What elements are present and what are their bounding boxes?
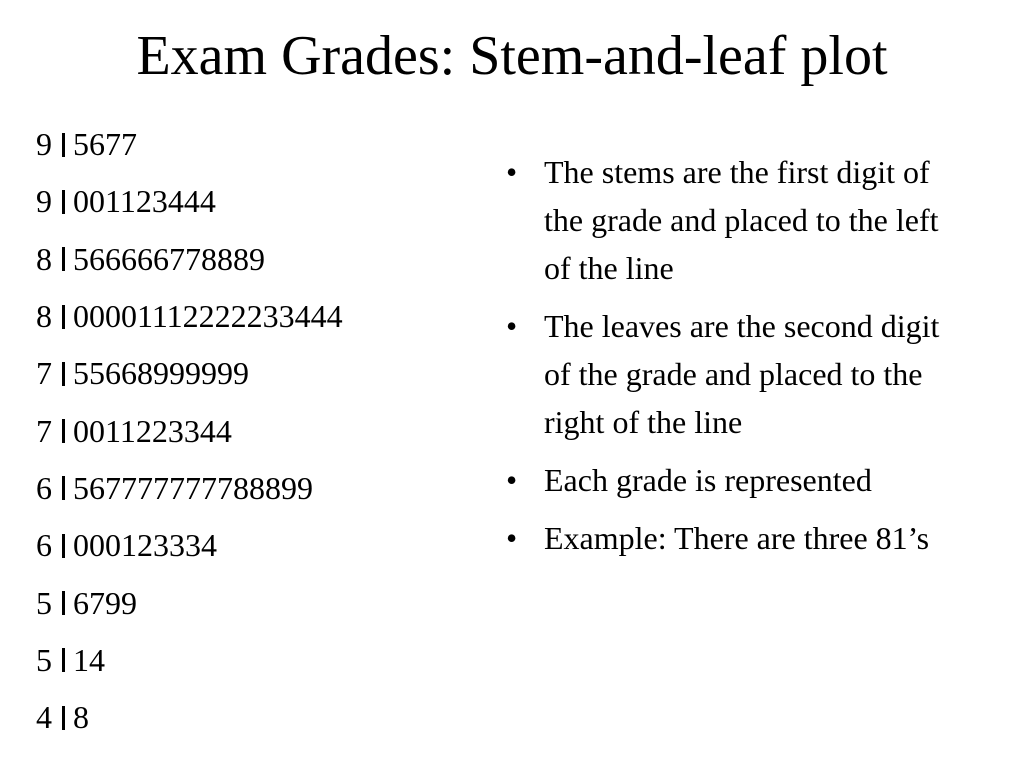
plot-row (36, 116, 476, 173)
stem: 9 (36, 126, 52, 163)
explanation-bullet-list (502, 148, 972, 572)
stem-leaf-divider (62, 648, 65, 672)
stem-leaf-divider (62, 247, 65, 271)
leaves: 00001112222233444 (73, 298, 343, 335)
plot-row (36, 460, 476, 517)
stem-leaf-divider (62, 476, 65, 500)
plot-row (36, 632, 476, 689)
leaves: 14 (73, 641, 105, 678)
bullet-icon: • (506, 308, 518, 344)
leaves: 567777777788899 (73, 469, 313, 506)
leaves: 566666778889 (73, 240, 265, 277)
stem: 6 (36, 469, 52, 506)
stem-leaf-divider (62, 305, 65, 329)
plot-row (36, 402, 476, 459)
stem: 5 (36, 641, 52, 678)
stem-leaf-divider (62, 706, 65, 730)
bullet-item (502, 514, 972, 562)
bullet-text: Example: There are three 81’s (544, 520, 930, 556)
leaves: 55668999999 (73, 355, 249, 392)
plot-row (36, 689, 476, 746)
bullet-text: Each grade is represented (544, 462, 872, 498)
stem: 9 (36, 183, 52, 220)
leaves: 0011223344 (73, 412, 232, 449)
bullet-icon: • (506, 462, 518, 498)
stem-leaf-divider (62, 419, 65, 443)
plot-row (36, 288, 476, 345)
bullet-icon: • (506, 520, 518, 556)
stem-and-leaf-plot (36, 116, 476, 746)
bullet-text: The stems are the first digit of the grade and placed to the left of the line (544, 154, 939, 286)
bullet-item (502, 456, 972, 504)
stem: 4 (36, 699, 52, 736)
plot-row (36, 574, 476, 631)
stem-leaf-divider (62, 190, 65, 214)
leaves: 5677 (73, 126, 137, 163)
stem-leaf-divider (62, 534, 65, 558)
leaves: 000123334 (73, 527, 217, 564)
leaves: 6799 (73, 584, 137, 621)
plot-row (36, 345, 476, 402)
stem: 5 (36, 584, 52, 621)
plot-row (36, 231, 476, 288)
bullet-item (502, 302, 972, 446)
stem: 7 (36, 355, 52, 392)
plot-row (36, 517, 476, 574)
stem-leaf-divider (62, 362, 65, 386)
stem-leaf-divider (62, 133, 65, 157)
plot-row (36, 173, 476, 230)
page-title: Exam Grades: Stem-and-leaf plot (136, 25, 888, 87)
bullet-item (502, 148, 972, 292)
stem: 8 (36, 240, 52, 277)
stem: 7 (36, 412, 52, 449)
bullet-text: The leaves are the second digit of the grade and placed to the right of the line (544, 308, 940, 440)
bullet-icon: • (506, 154, 518, 190)
stem: 8 (36, 298, 52, 335)
leaves: 001123444 (73, 183, 216, 220)
stem: 6 (36, 527, 52, 564)
stem-leaf-divider (62, 591, 65, 615)
leaves: 8 (73, 699, 89, 736)
